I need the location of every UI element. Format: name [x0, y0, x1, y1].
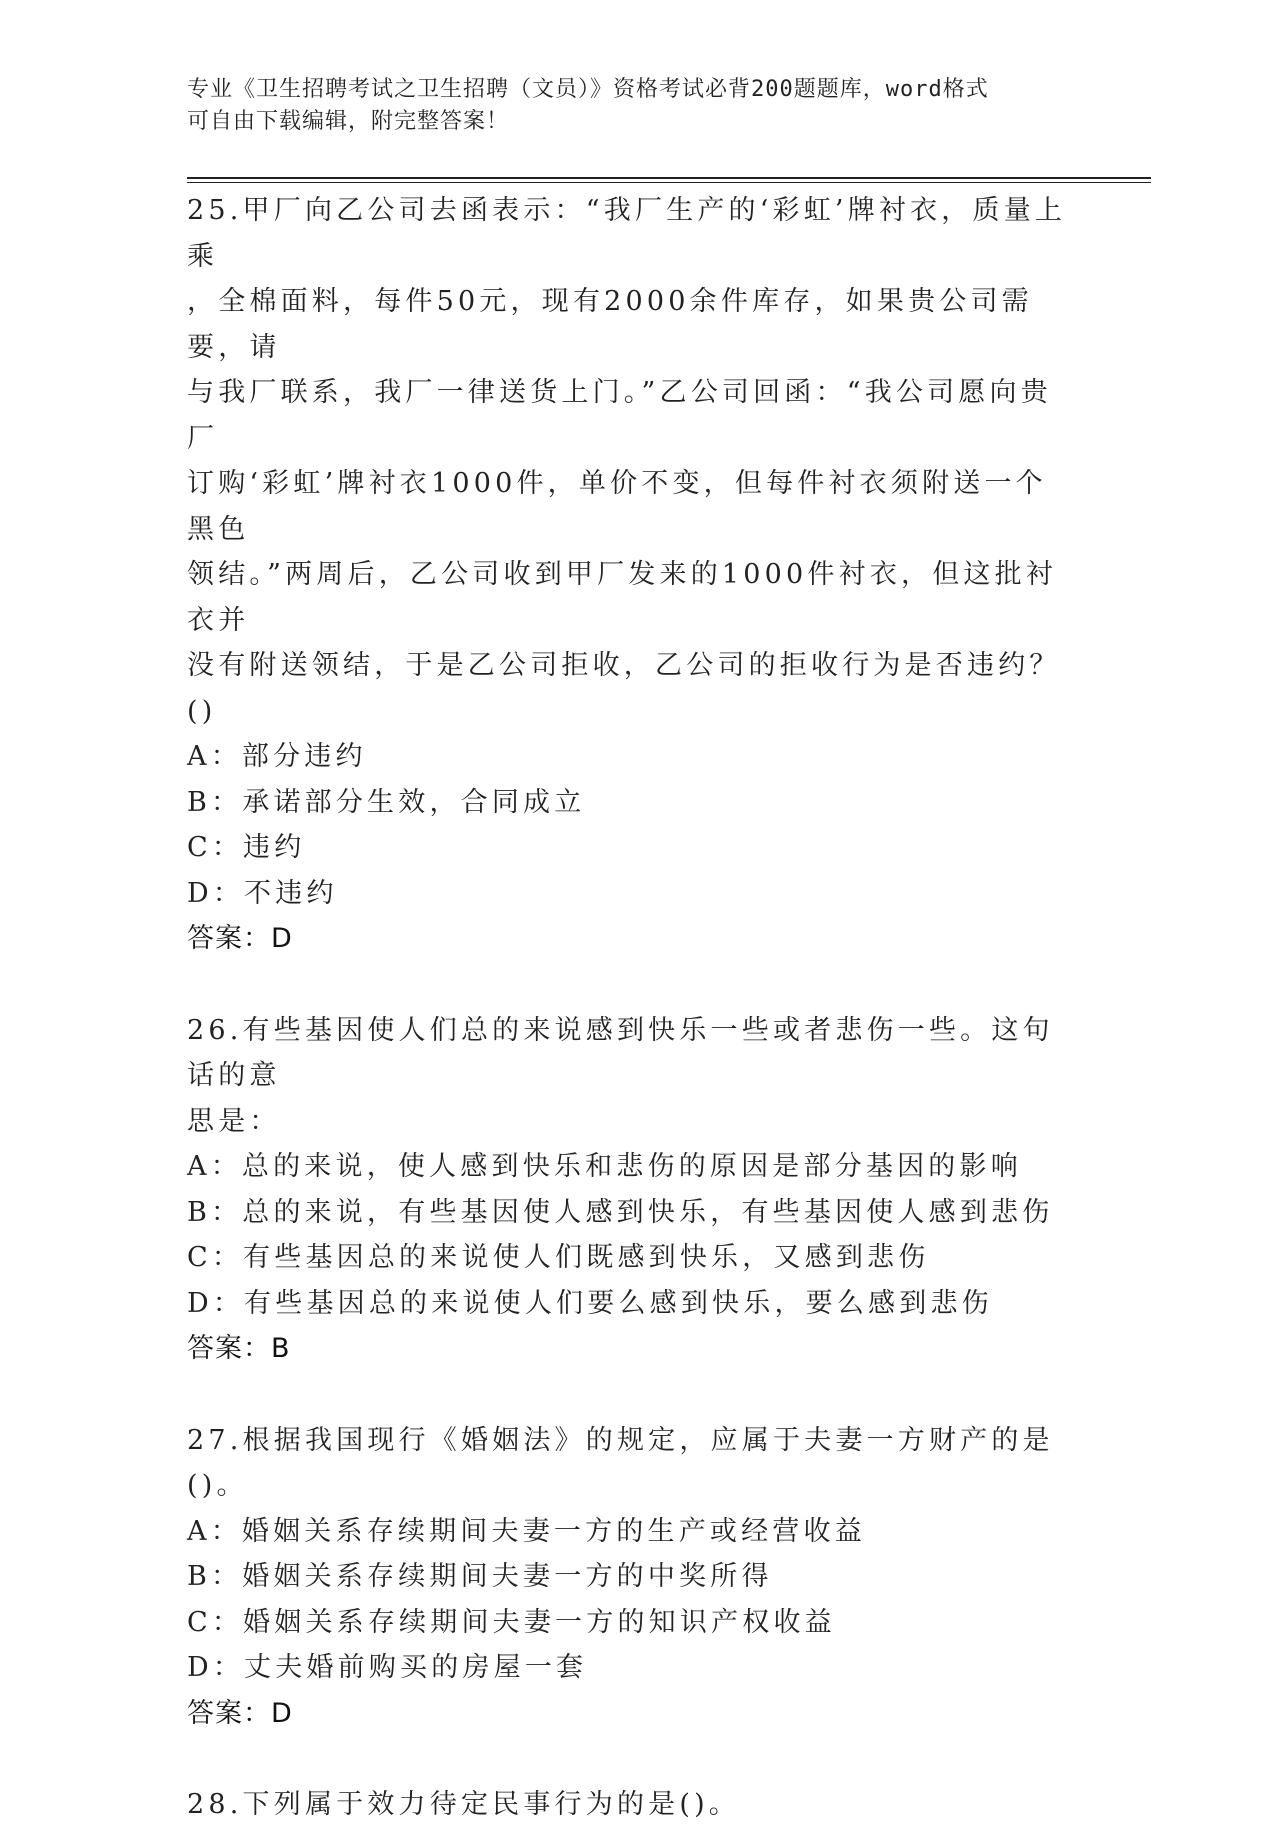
question-27: [187, 1418, 1067, 1737]
header-divider-thin: [187, 182, 1151, 183]
option-c: C：有些基因总的来说使人们既感到快乐，又感到悲伤: [187, 1242, 930, 1273]
question-stem-line: 25.甲厂向乙公司去函表示：“我厂生产的‘彩虹’牌衬衣，质量上乘: [187, 195, 1067, 272]
answer-line: 答案：B: [187, 1333, 291, 1364]
question-stem-line: 与我厂联系，我厂一律送货上门。”乙公司回函：“我公司愿向贵厂: [187, 377, 1052, 454]
question-spacer: [187, 1372, 1067, 1418]
option-b: B：婚姻关系存续期间夫妻一方的中奖所得: [187, 1561, 773, 1592]
option-a: A：部分违约: [187, 741, 367, 772]
option-d: D：有些基因总的来说使人们要么感到快乐，要么感到悲伤: [187, 1287, 993, 1319]
question-stem-line: ，全棉面料，每件50元，现有2000余件库存，如果贵公司需要，请: [187, 286, 1033, 363]
option-a: A：总的来说，使人感到快乐和悲伤的原因是部分基因的影响: [187, 1151, 1022, 1182]
question-stem-line: 没有附送领结，于是乙公司拒收，乙公司的拒收行为是否违约？(): [187, 650, 1061, 727]
header-line-2: 可自由下载编辑，附完整答案！: [187, 109, 510, 134]
question-26: [187, 1008, 1067, 1372]
question-spacer: [187, 962, 1067, 1008]
option-a: A：婚姻关系存续期间夫妻一方的生产或经营收益: [187, 1515, 866, 1547]
question-stem-line: 28.下列属于效力待定民事行为的是()。: [187, 1789, 741, 1820]
question-stem-line: 思是：: [187, 1105, 281, 1137]
question-stem-line: 27.根据我国现行《婚姻法》的规定，应属于夫妻一方财产的是()。: [187, 1424, 1054, 1501]
option-c: C：违约: [187, 832, 306, 863]
answer-line: 答案：D: [187, 923, 293, 954]
question-spacer: [187, 1736, 1067, 1782]
question-25: [187, 188, 1067, 962]
option-d: D：丈夫婚前购买的房屋一套: [187, 1652, 588, 1683]
option-b: B：总的来说，有些基因使人感到快乐，有些基因使人感到悲伤: [187, 1196, 1054, 1228]
option-b: B：承诺部分生效，合同成立: [187, 786, 586, 818]
header-divider-thick: [187, 177, 1151, 179]
option-c: C：婚姻关系存续期间夫妻一方的知识产权收益: [187, 1606, 836, 1638]
question-stem-line: 26.有些基因使人们总的来说感到快乐一些或者悲伤一些。这句话的意: [187, 1014, 1054, 1091]
option-d: D：不违约: [187, 877, 338, 909]
answer-line: 答案：D: [187, 1697, 293, 1729]
question-28: [187, 1782, 1067, 1828]
header-line-1: 专业《卫生招聘考试之卫生招聘（文员）》资格考试必背200题题库，word格式: [187, 77, 989, 102]
question-list: [187, 188, 1067, 1828]
document-header: [187, 74, 1067, 138]
question-stem-line: 领结。”两周后，乙公司收到甲厂发来的1000件衬衣，但这批衬衣并: [187, 559, 1058, 636]
question-stem-line: 订购‘彩虹’牌衬衣1000件，单价不变，但每件衬衣须附送一个黑色: [187, 468, 1047, 545]
